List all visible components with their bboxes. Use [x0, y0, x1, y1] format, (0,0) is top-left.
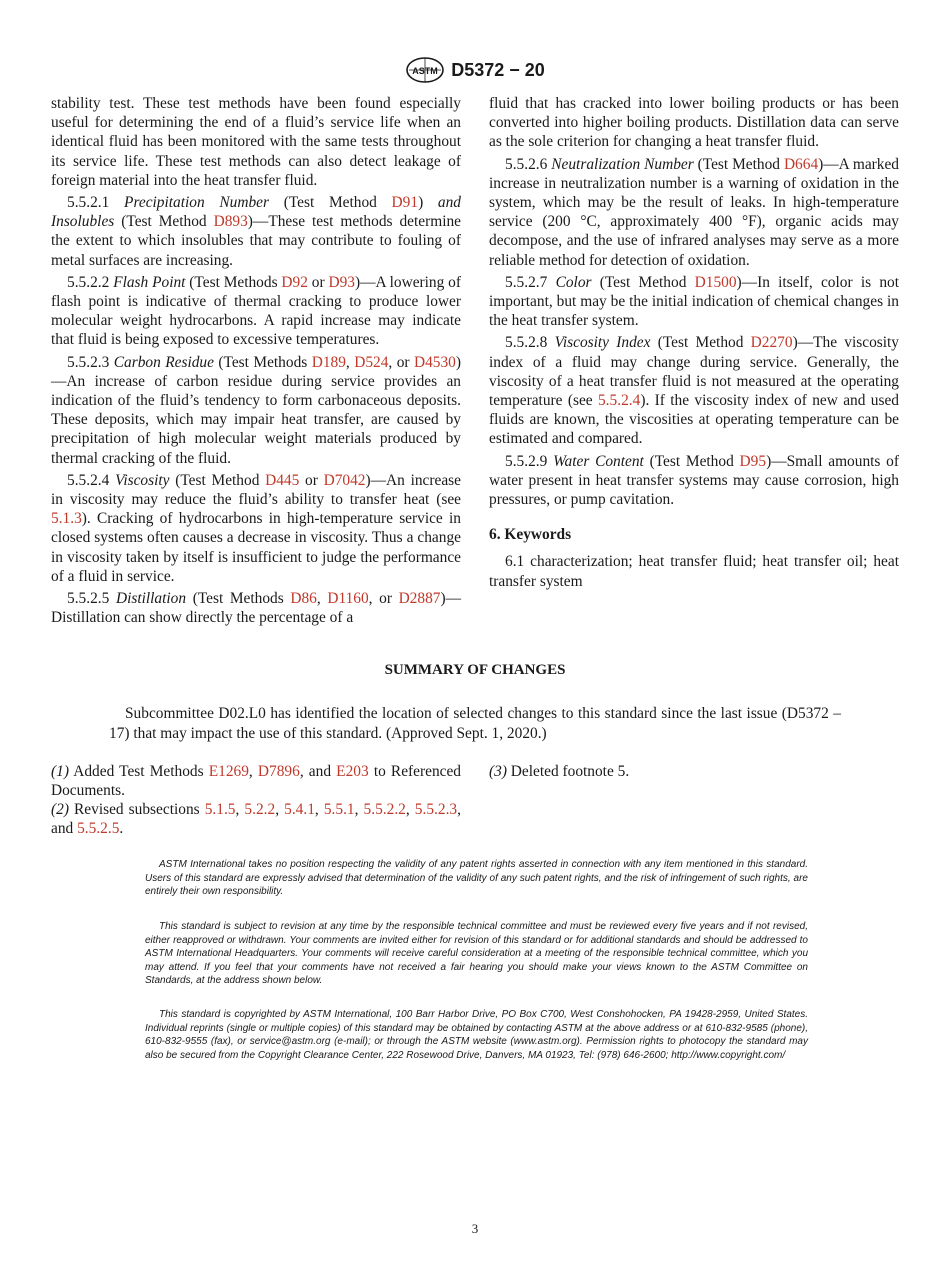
ref-link[interactable]: 5.5.2.3 — [414, 801, 458, 818]
section-5-5-2-3: 5.5.2.3 Carbon Residue (Test Methods D189, D524, or D4530)—An increase of carbon residue during service provides an indication of the fluid’s tendency to form carbonaceous deposits. These deposits, which may impair heat transfer, are caused by precipitation of high molecular weight materials produced by thermal cracking of the fluid. — [51, 353, 461, 467]
ref-link[interactable]: D524 — [354, 353, 389, 371]
page-number: 3 — [471, 1221, 479, 1236]
change-item: (2) Revised subsections 5.1.5, 5.2.2, 5.4.1, 5.5.1, 5.5.2.2, 5.5.2.3, and 5.5.2.5. — [51, 801, 461, 837]
ref-link[interactable]: E203 — [336, 763, 369, 780]
ref-link[interactable]: 5.5.2.4 — [597, 392, 641, 410]
ref-link[interactable]: D189 — [311, 353, 346, 371]
section-5-5-2-4: 5.5.2.4 Viscosity (Test Method D445 or D7042)—An increase in viscosity may reduce the fluid’s ability to transfer heat (see 5.1.3). Cracking of hydrocarbons in high-temperature service in closed systems often causes a decrease in viscosity. Thus a change in viscosity taken by itself is insufficient to judge the performance of a fluid in service. — [51, 471, 461, 585]
ref-link[interactable]: D7896 — [257, 763, 300, 780]
ref-link[interactable]: D893 — [213, 213, 248, 231]
page-header — [0, 56, 950, 84]
ref-link[interactable]: 5.1.5 — [204, 801, 236, 818]
ref-link[interactable]: D95 — [739, 452, 767, 470]
document-id: D5372 − 20 — [451, 59, 545, 80]
changes-left — [51, 762, 461, 838]
section-5-5-2-2: 5.5.2.2 Flash Point (Test Methods D92 or D93)—A lowering of flash point is indicative of thermal cracking to produce lower molecular weight hydrocarbons. A rapid increase may indicate that fluid is being exposed to excessive temperatures. — [51, 273, 461, 349]
ref-link[interactable]: D1160 — [327, 590, 369, 608]
copyright-notice: This standard is copyrighted by ASTM International, 100 Barr Harbor Drive, PO Box C700, West Conshohocken, PA 19428-2959, United States. Individual reprints (single or multiple copies) of this standard may be obtained by contacting ASTM at the above address or at 610-832-9585 (phone), 610-832-9555 (fax), or service@astm.org (e-mail); or through the ASTM website (www.astm.org). Permission rights to photocopy the standard may also be secured from the Copyright Clearance Center, 222 Rosewood Drive, Danvers, MA 01923, Tel: (978) 646-2600; http://www.copyright.com/ — [145, 1009, 808, 1061]
paragraph-continuation: stability test. These test methods have been found especially useful for determining the end of a fluid’s service life when an identical fluid has been monitored with the same tests throughout its service life. These test methods can also detect leakage of foreign material into the heat transfer fluid. — [51, 95, 461, 189]
astm-logo-icon — [405, 56, 445, 84]
ref-link[interactable]: D7042 — [323, 471, 366, 489]
ref-link[interactable]: D91 — [391, 194, 419, 212]
ref-link[interactable]: 5.2.2 — [244, 801, 276, 818]
keywords-heading: 6. Keywords — [489, 526, 572, 544]
ref-link[interactable]: D92 — [281, 273, 308, 291]
ref-link[interactable]: D445 — [265, 471, 300, 489]
ref-link[interactable]: D2270 — [750, 334, 793, 352]
patent-notice: ASTM International takes no position respecting the validity of any patent rights asserted in connection with any item mentioned in this standard. Users of this standard are expressly advised that determination of the validity of any such patent rights, and the risk of infringement of such rights, are entirely their own responsibility. — [145, 859, 808, 897]
summary-intro: Subcommittee D02.L0 has identified the location of selected changes to this standard since the last issue (D5372 – 17) that may impact the use of this standard. (Approved Sept. 1, 2020.) — [109, 705, 841, 742]
change-item: (3) Deleted footnote 5. — [489, 763, 630, 780]
section-5-5-2-9: 5.5.2.9 Water Content (Test Method D95)—Small amounts of water present in heat transfer systems may cause corrosion, high pressures, or pump cavitation. — [489, 452, 900, 509]
ref-link[interactable]: 5.5.2.2 — [363, 801, 406, 818]
ref-link[interactable]: D93 — [328, 273, 355, 291]
right-column — [489, 94, 899, 594]
keywords-text: 6.1 characterization; heat transfer fluid; heat transfer oil; heat transfer system — [489, 553, 899, 590]
ref-link[interactable]: D4530 — [413, 353, 456, 371]
ref-link[interactable]: 5.5.2.5 — [77, 820, 120, 837]
left-column — [51, 94, 461, 630]
summary-title: SUMMARY OF CHANGES — [384, 662, 566, 678]
section-5-5-2-8: 5.5.2.8 Viscosity Index (Test Method D2270)—The viscosity index of a fluid may change during service. Generally, the viscosity of a heat transfer fluid is not measured at the operating temperature (see 5.5.2.4). If the viscosity index of new and used fluids are known, the viscosities at operating temperature can be estimated and compared. — [489, 334, 900, 448]
ref-link[interactable]: D1500 — [694, 273, 737, 291]
ref-link[interactable]: D2887 — [398, 590, 441, 608]
ref-link[interactable]: 5.5.1 — [323, 801, 355, 818]
ref-link[interactable]: D86 — [290, 590, 317, 608]
logo-text: ASTM — [412, 66, 438, 76]
section-5-5-2-1: 5.5.2.1 Precipitation Number (Test Method D91) and Insolubles (Test Method D893)—These test methods determine the extent to which insolubles that may contribute to fouling of metal surfaces are increasing. — [51, 194, 461, 269]
section-5-5-2-6: 5.5.2.6 Neutralization Number (Test Method D664)—A marked increase in neutralization number is a warning of oxidation in the system, which may be the result of leaks. In high-temperature service (200 °C, approximately 400 °F), organic acids may decompose, and the use of infrared analyses may serve as a more reliable method for detection of oxidation. — [489, 155, 899, 269]
ref-link[interactable]: 5.1.3 — [51, 510, 82, 528]
section-5-5-2-7: 5.5.2.7 Color (Test Method D1500)—In itself, color is not important, but may be the initial indication of chemical changes in the heat transfer system. — [489, 273, 900, 330]
revision-notice: This standard is subject to revision at any time by the responsible technical committee and must be reviewed every five years and if not revised, either reapproved or withdrawn. Your comments are invited either for revision of this standard or for additional standards and should be addressed to ASTM International Headquarters. Your comments will receive careful consideration at a meeting of the responsible technical committee, which you may attend. If you feel that your comments have not received a fair hearing you should make your views known to the ASTM Committee on Standards, at the address shown below. — [145, 921, 808, 986]
changes-right — [489, 762, 899, 781]
change-item: (1) Added Test Methods E1269, D7896, and E203 to Referenced Documents. — [51, 763, 461, 799]
ref-link[interactable]: D664 — [783, 155, 819, 173]
section-5-5-2-5: 5.5.2.5 Distillation (Test Methods D86, D1160, or D2887)—Distillation can show directly the percentage of a — [51, 590, 461, 627]
ref-link[interactable]: 5.4.1 — [284, 801, 315, 818]
paragraph-continuation: fluid that has cracked into lower boiling products or has been converted into higher boiling products. Distillation data can serve as the sole criterion for changing a heat transfer fluid. — [489, 95, 899, 151]
ref-link[interactable]: E1269 — [208, 763, 249, 780]
